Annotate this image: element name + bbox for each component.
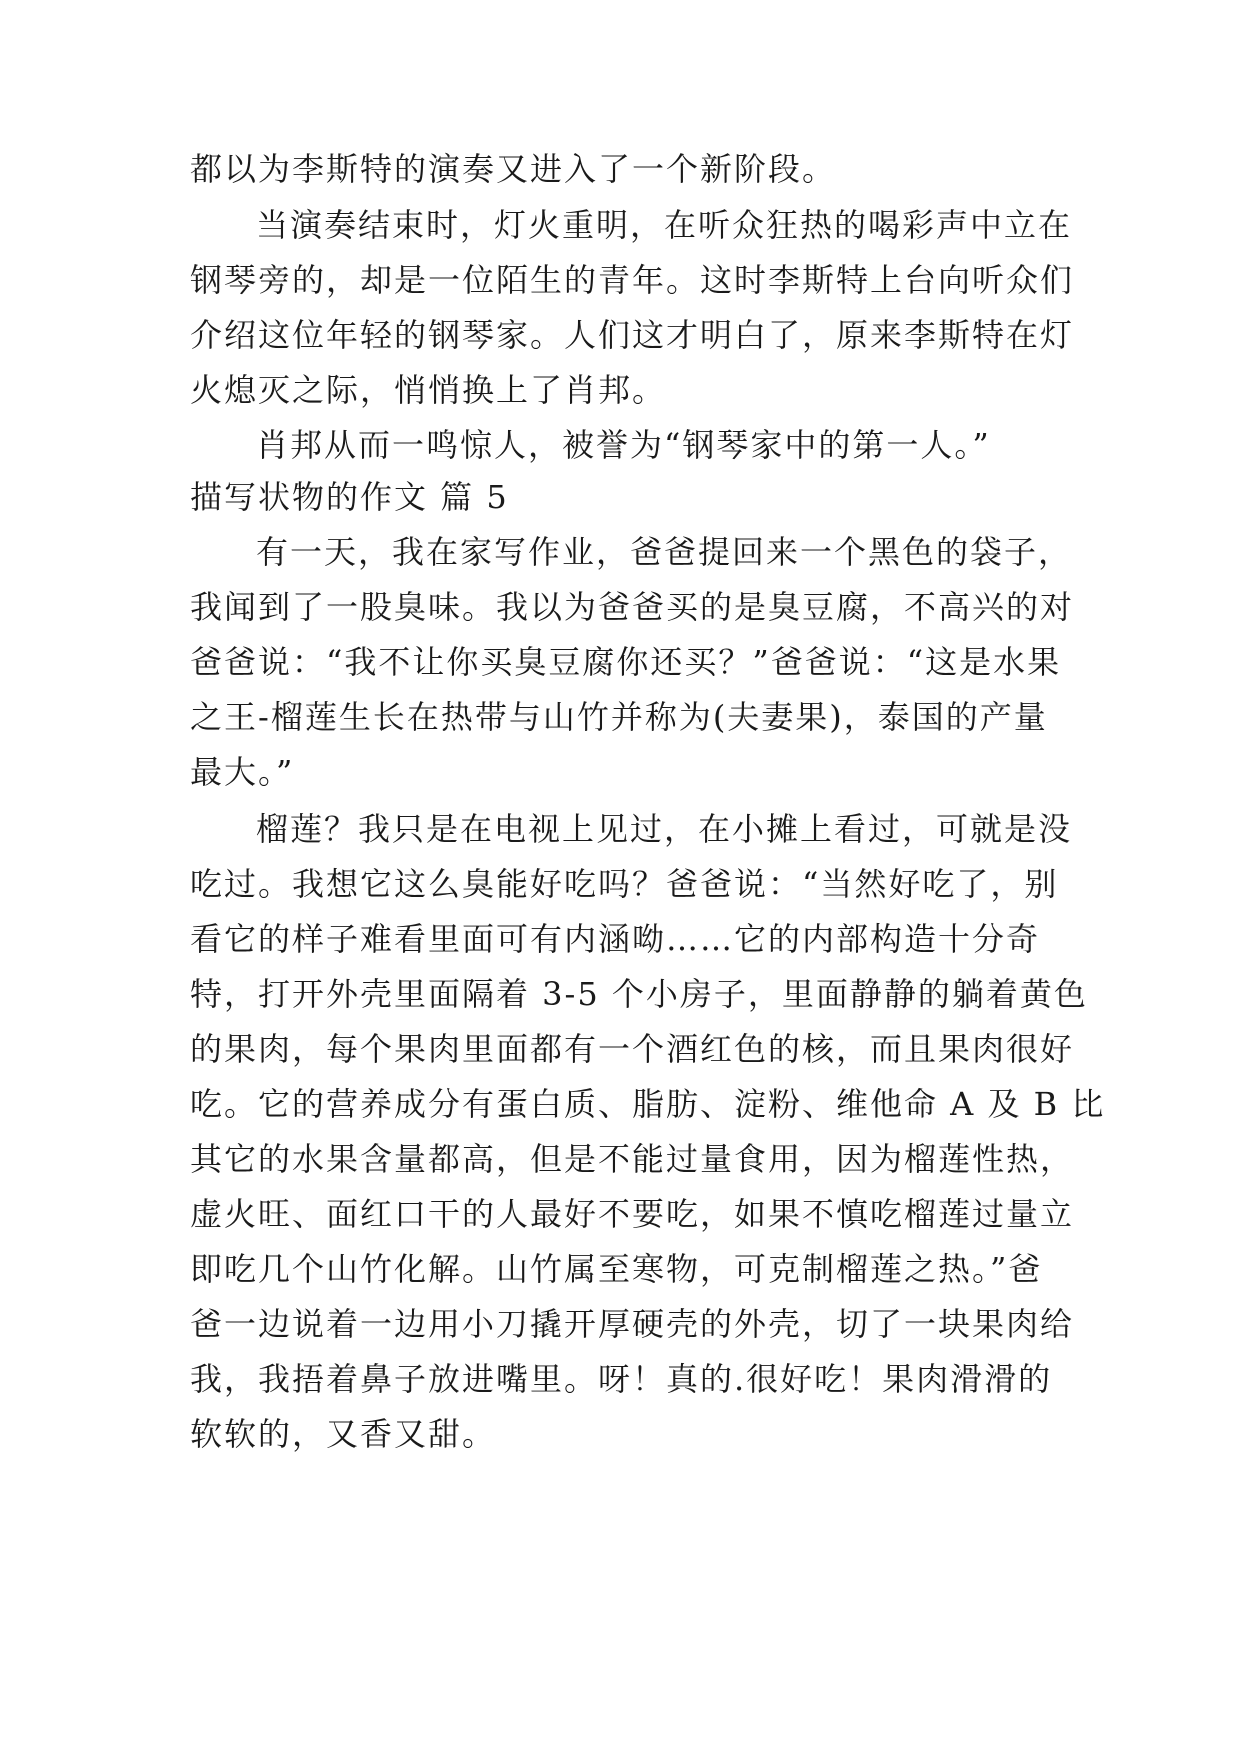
paragraph-first-line: 当演奏结束时，灯火重明，在听众狂热的喝彩声中立在 <box>256 206 1073 244</box>
text-line: 软软的，又香又甜。 <box>190 1415 497 1453</box>
text-line: 介绍这位年轻的钢琴家。人们这才明白了，原来李斯特在灯 <box>190 316 1075 354</box>
text-line: 其它的水果含量都高，但是不能过量食用，因为榴莲性热， <box>190 1140 1075 1178</box>
text-line: 之王-榴莲生长在热带与山竹并称为(夫妻果)，泰国的产量 <box>190 698 1048 736</box>
text-line: 虚火旺、面红口干的人最好不要吃，如果不慎吃榴莲过量立 <box>190 1195 1075 1233</box>
text-line: 最大。” <box>190 753 295 791</box>
text-line: 即吃几个山竹化解。山竹属至寒物，可克制榴莲之热。”爸 <box>190 1250 1043 1288</box>
text-line: 特，打开外壳里面隔着 3-5 个小房子，里面静静的躺着黄色 <box>190 975 1088 1013</box>
text-line: 爸一边说着一边用小刀撬开厚硬壳的外壳，切了一块果肉给 <box>190 1305 1075 1343</box>
text-line: 钢琴旁的，却是一位陌生的青年。这时李斯特上台向听众们 <box>190 261 1075 299</box>
text-line: 我，我捂着鼻子放进嘴里。呀！真的.很好吃！果肉滑滑的 <box>190 1360 1053 1398</box>
text-line: 爸爸说：“我不让你买臭豆腐你还买？”爸爸说：“这是水果 <box>190 643 1062 681</box>
text-line: 的果肉，每个果肉里面都有一个酒红色的核，而且果肉很好 <box>190 1030 1075 1068</box>
section-heading: 描写状物的作文 篇 5 <box>190 478 509 516</box>
text-line: 吃。它的营养成分有蛋白质、脂肪、淀粉、维他命 A 及 B 比 <box>190 1085 1106 1123</box>
text-line: 吃过。我想它这么臭能好吃吗？爸爸说：“当然好吃了，别 <box>190 865 1059 903</box>
paragraph-first-line: 有一天，我在家写作业，爸爸提回来一个黑色的袋子， <box>256 533 1073 571</box>
text-line: 都以为李斯特的演奏又进入了一个新阶段。 <box>190 150 837 188</box>
text-line: 我闻到了一股臭味。我以为爸爸买的是臭豆腐，不高兴的对 <box>190 588 1075 626</box>
paragraph-first-line: 榴莲？我只是在电视上见过，在小摊上看过，可就是没 <box>256 810 1073 848</box>
paragraph-first-line: 肖邦从而一鸣惊人，被誉为“钢琴家中的第一人。” <box>256 426 991 464</box>
text-line: 火熄灭之际，悄悄换上了肖邦。 <box>190 371 667 409</box>
text-line: 看它的样子难看里面可有内涵呦……它的内部构造十分奇 <box>190 920 1041 958</box>
